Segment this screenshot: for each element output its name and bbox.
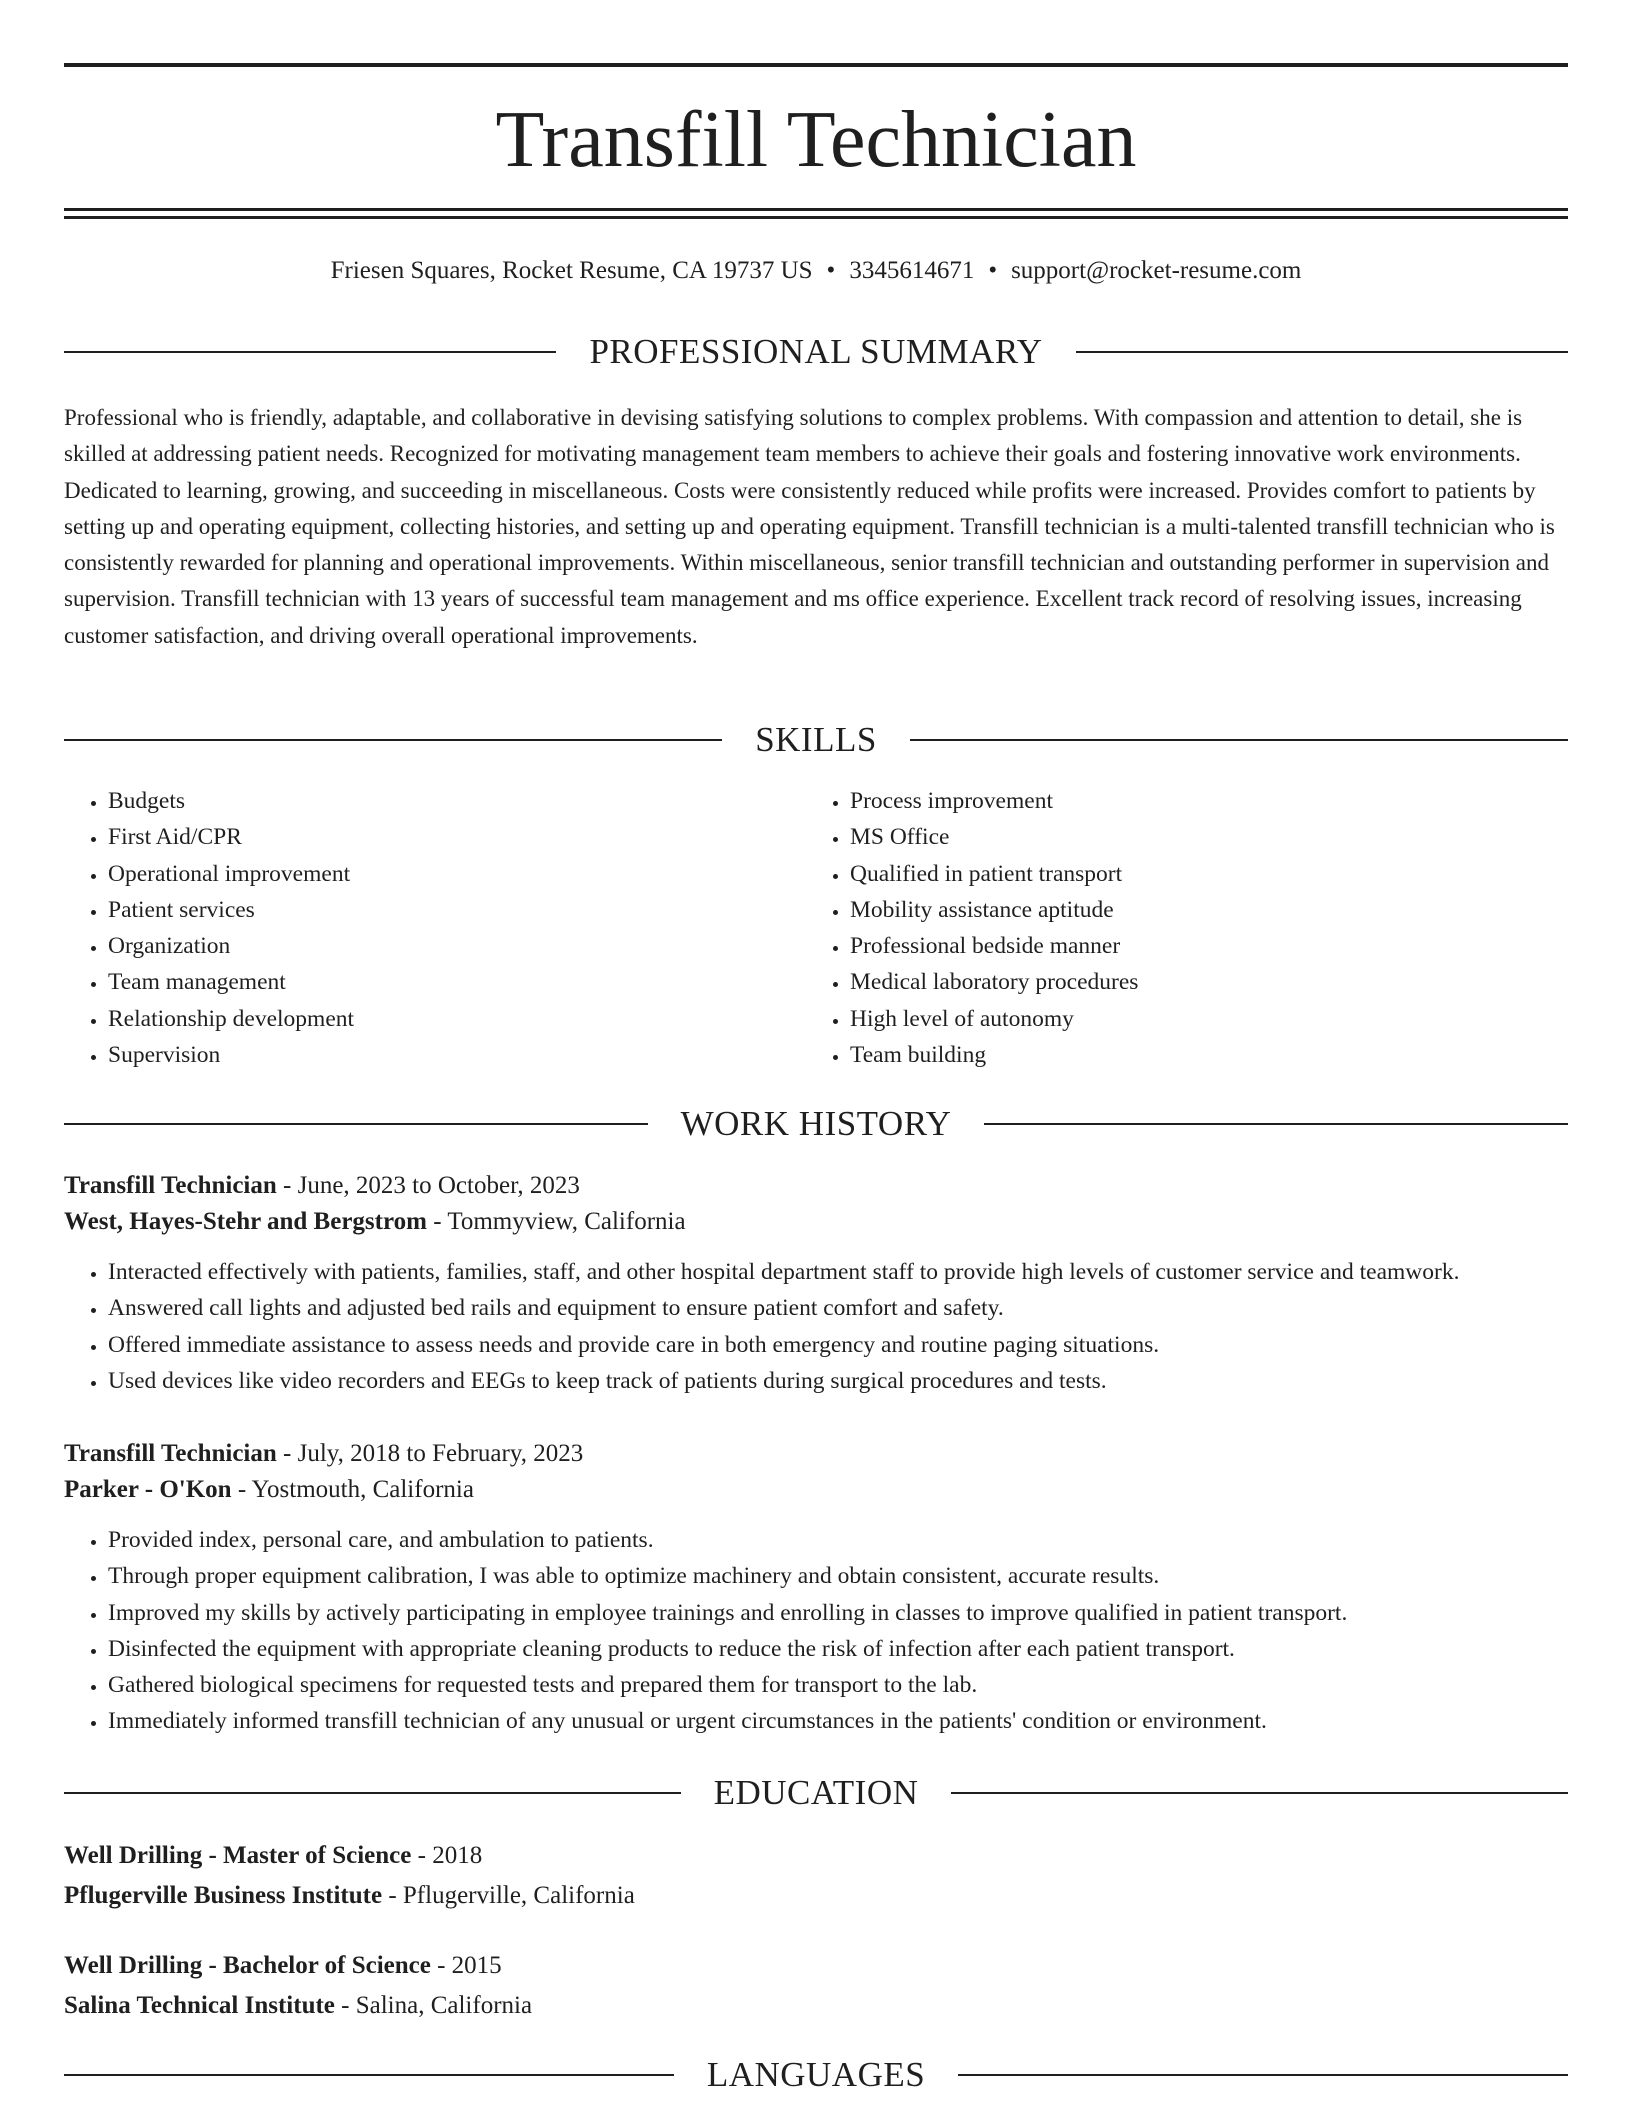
section-title: PROFESSIONAL SUMMARY — [589, 332, 1043, 371]
job-bullet: • Disinfected the equipment with appropriate cleaning products to reduce the risk of infection after each patient transport. — [108, 1631, 1568, 1667]
header-double-rule-lower — [64, 216, 1568, 219]
skill-item: • Supervision — [108, 1037, 806, 1073]
job-dates: - June, 2023 to October, 2023 — [276, 1172, 580, 1199]
heading-rule-left — [64, 1123, 648, 1125]
section-heading-work — [64, 1102, 1568, 1146]
job-title: Transfill Technician — [64, 1440, 277, 1467]
education-degree: Well Drilling - Bachelor of Science — [64, 1952, 431, 1979]
education-entry — [64, 1836, 1568, 1916]
skill-item: • Operational improvement — [108, 856, 806, 892]
job-bullet: • Improved my skills by actively participating in employee trainings and enrolling in classes to improve qualified in patient transport. — [108, 1595, 1568, 1631]
section-heading-skills — [64, 718, 1568, 762]
contact-separator: • — [826, 257, 836, 284]
job-entry — [64, 1168, 1568, 1399]
skill-item: • Patient services — [108, 892, 806, 928]
job-bullet: • Answered call lights and adjusted bed rails and equipment to ensure patient comfort and safety. — [108, 1290, 1568, 1326]
skill-item: • Professional bedside manner — [850, 928, 1548, 964]
education-degree-line — [64, 1946, 1568, 1986]
skill-item: • Budgets — [108, 783, 806, 819]
section-title: LANGUAGES — [706, 2055, 926, 2094]
job-bullet: • Interacted effectively with patients, families, staff, and other hospital department staff to provide high levels of customer service and teamwork. — [108, 1254, 1568, 1290]
job-title-line — [64, 1436, 1568, 1472]
job-bullet: • Through proper equipment calibration, I was able to optimize machinery and obtain consistent, accurate results. — [108, 1558, 1568, 1594]
section-heading-languages — [64, 2053, 1568, 2097]
education-degree-line — [64, 1836, 1568, 1876]
job-title: Transfill Technician — [64, 1172, 277, 1199]
education-year: - 2015 — [430, 1952, 502, 1979]
skill-item: • Team management — [108, 964, 806, 1000]
resume-title: Transfill Technician — [495, 96, 1137, 184]
section-heading-education — [64, 1771, 1568, 1815]
heading-rule-left — [64, 739, 722, 741]
job-company-line — [64, 1472, 1568, 1508]
header-top-rule — [64, 63, 1568, 67]
job-bullet: • Provided index, personal care, and ambulation to patients. — [108, 1522, 1568, 1558]
skills-column-left — [64, 783, 806, 1073]
heading-rule-right — [1076, 351, 1568, 353]
professional-summary-text: Professional who is friendly, adaptable, and collaborative in devising satisfying solutions to complex problems. With compassion and attention to detail, she is skilled at addressing patient needs. Recognized for motivating management team members to achieve their goals and fostering innovative work environments. Dedicated to learning, growing, and succeeding in miscellaneous. Costs were consistently reduced while profits were increased. Provides comfort to patients by setting up and operating equipment, collecting histories, and setting up and operating equipment. Transfill technician is a multi-talented transfill technician who is consistently rewarded for planning and operational improvements. Within miscellaneous, senior transfill technician and outstanding performer in supervision and supervision. Transfill technician with 13 years of successful team management and ms office experience. Excellent track record of resolving issues, increasing customer satisfaction, and driving overall operational improvements. — [64, 405, 1555, 648]
heading-rule-left — [64, 351, 556, 353]
contact-separator: • — [988, 257, 998, 284]
education-school-line — [64, 1876, 1568, 1916]
job-entry — [64, 1436, 1568, 1740]
job-bullets — [64, 1254, 1568, 1399]
section-title: EDUCATION — [713, 1773, 919, 1812]
job-dates: - July, 2018 to February, 2023 — [276, 1440, 584, 1467]
section-title: SKILLS — [755, 720, 877, 759]
job-bullet: • Offered immediate assistance to assess needs and provide care in both emergency and routine paging situations. — [108, 1327, 1568, 1363]
skill-item: • MS Office — [850, 819, 1548, 855]
education-location: - Pflugerville, California — [382, 1882, 635, 1909]
education-degree: Well Drilling - Master of Science — [64, 1842, 412, 1869]
job-company-line — [64, 1204, 1568, 1240]
job-bullet: • Immediately informed transfill technician of any unusual or urgent circumstances in the patients' condition or environment. — [108, 1703, 1568, 1739]
education-location: - Salina, California — [334, 1992, 533, 2019]
skill-item: • High level of autonomy — [850, 1001, 1548, 1037]
section-heading-summary — [64, 330, 1568, 374]
education-school-line — [64, 1986, 1568, 2026]
skills-list — [64, 783, 1568, 1073]
education-school: Pflugerville Business Institute — [64, 1882, 383, 1909]
heading-rule-right — [958, 2074, 1568, 2076]
education-year: - 2018 — [411, 1842, 483, 1869]
job-bullet: • Gathered biological specimens for requested tests and prepared them for transport to the lab. — [108, 1667, 1568, 1703]
job-location: - Tommyview, California — [426, 1208, 686, 1235]
header-double-rule-upper — [64, 208, 1568, 211]
skill-item: • Relationship development — [108, 1001, 806, 1037]
section-title: WORK HISTORY — [680, 1104, 952, 1143]
skill-item: • Qualified in patient transport — [850, 856, 1548, 892]
heading-rule-left — [64, 1792, 681, 1794]
contact-phone: 3345614671 — [849, 257, 975, 284]
skill-item: • Medical laboratory procedures — [850, 964, 1548, 1000]
job-company: West, Hayes-Stehr and Bergstrom — [64, 1208, 427, 1235]
contact-email: support@rocket-resume.com — [1011, 257, 1302, 284]
education-school: Salina Technical Institute — [64, 1992, 335, 2019]
heading-rule-right — [951, 1792, 1568, 1794]
job-company: Parker - O'Kon — [64, 1476, 232, 1503]
skills-column-right — [806, 783, 1548, 1073]
contact-line — [64, 254, 1568, 288]
job-title-line — [64, 1168, 1568, 1204]
job-bullet: • Used devices like video recorders and EEGs to keep track of patients during surgical procedures and tests. — [108, 1363, 1568, 1399]
education-entry — [64, 1946, 1568, 2026]
skill-item: • Organization — [108, 928, 806, 964]
skill-item: • Mobility assistance aptitude — [850, 892, 1548, 928]
heading-rule-left — [64, 2074, 674, 2076]
job-location: - Yostmouth, California — [231, 1476, 474, 1503]
skill-item: • First Aid/CPR — [108, 819, 806, 855]
contact-address: Friesen Squares, Rocket Resume, CA 19737 US — [330, 257, 813, 284]
heading-rule-right — [984, 1123, 1568, 1125]
heading-rule-right — [910, 739, 1568, 741]
job-bullets — [64, 1522, 1568, 1740]
skill-item: • Process improvement — [850, 783, 1548, 819]
skill-item: • Team building — [850, 1037, 1548, 1073]
